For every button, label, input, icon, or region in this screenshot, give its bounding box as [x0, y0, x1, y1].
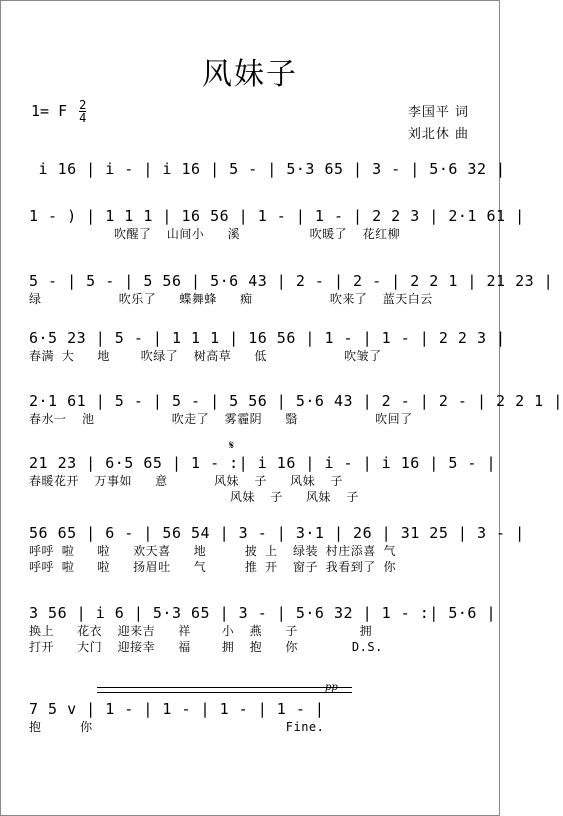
score-system: [29, 453, 497, 505]
key-signature: [31, 99, 86, 124]
notes-line: 3 56 | i 6 | 5·3 65 | 3 - | 5·6 32 | 1 - :| 5·6 |: [29, 604, 497, 622]
lyric-line: 换上 花衣 迎来吉 祥 小 燕 子 拥: [29, 624, 373, 638]
lyric-line: 抱 你 Fine.: [29, 720, 325, 734]
notes-line: 6·5 23 | 5 - | 1 1 1 | 16 56 | 1 - | 1 - | 2 2 3 |: [29, 329, 506, 347]
notes-line: i 16 | i - | i 16 | 5 - | 5·3 65 | 3 - | 5·6 32 |: [29, 160, 506, 178]
score-system: [29, 391, 563, 427]
lyric-line: 春水一 池 吹走了 雾霾阴 翳 吹回了: [29, 412, 413, 426]
score-system: [29, 328, 506, 364]
lyric-line: 风妹 子 风妹 子: [29, 490, 359, 504]
score-system: [29, 523, 525, 575]
notes-line: 1 - ) | 1 1 1 | 16 56 | 1 - | 1 - | 2 2 3 | 2·1 61 |: [29, 207, 525, 225]
time-top: 2: [79, 98, 87, 112]
score-system: [29, 206, 525, 242]
time-bottom: 4: [79, 111, 87, 125]
lyric-line: 呼呼 啦 啦 扬眉吐 气 推 开 窗子 我看到了 你: [29, 560, 396, 574]
lyric-line: 打开 大门 迎接幸 福 拥 抱 你 D.S.: [29, 640, 383, 654]
lyric-line: 呼呼 啦 啦 欢天喜 地 披 上 绿装 村庄添喜 气: [29, 544, 396, 558]
composer-credit: 刘北休 曲: [407, 127, 469, 142]
score-system: [29, 159, 506, 179]
score-system: [29, 271, 554, 307]
lyric-line: 吹醒了 山间小 溪 吹暖了 花红柳: [29, 227, 401, 241]
dynamic-mark: pp: [325, 682, 338, 693]
page-title: 风妹子: [202, 57, 298, 92]
notes-line: 7 5 v | 1 - | 1 - | 1 - | 1 - |: [29, 700, 325, 718]
lyric-line: 春满 大 地 吹绿了 树高草 低 吹皱了: [29, 349, 382, 363]
time-signature: [79, 99, 86, 124]
score-system: [29, 603, 497, 655]
notes-line: 5 - | 5 - | 5 56 | 5·6 43 | 2 - | 2 - | 2 2 1 | 21 23 |: [29, 272, 554, 290]
score-system: [29, 699, 473, 735]
lyric-line: 春暖花开 万事如 意 风妹 子 风妹 子: [29, 474, 344, 488]
notes-line: 2·1 61 | 5 - | 5 - | 5 56 | 5·6 43 | 2 - | 2 - | 2 2 1 |: [29, 392, 563, 410]
key-text: 1= F: [31, 102, 68, 120]
slur-line: [97, 687, 352, 693]
lyricist-credit: 李国平 词: [407, 105, 469, 120]
notes-line: 21 23 | 6·5 65 | 1 - :| i 16 | i - | i 16 | 5 - |: [29, 454, 497, 472]
notes-line: 56 65 | 6 - | 56 54 | 3 - | 3·1 | 26 | 31 25 | 3 - |: [29, 524, 525, 542]
lyric-line: 绿 吹乐了 蝶舞蜂 痴 吹来了 蓝天白云: [29, 292, 433, 306]
segno-icon: 𝄋: [229, 438, 235, 452]
